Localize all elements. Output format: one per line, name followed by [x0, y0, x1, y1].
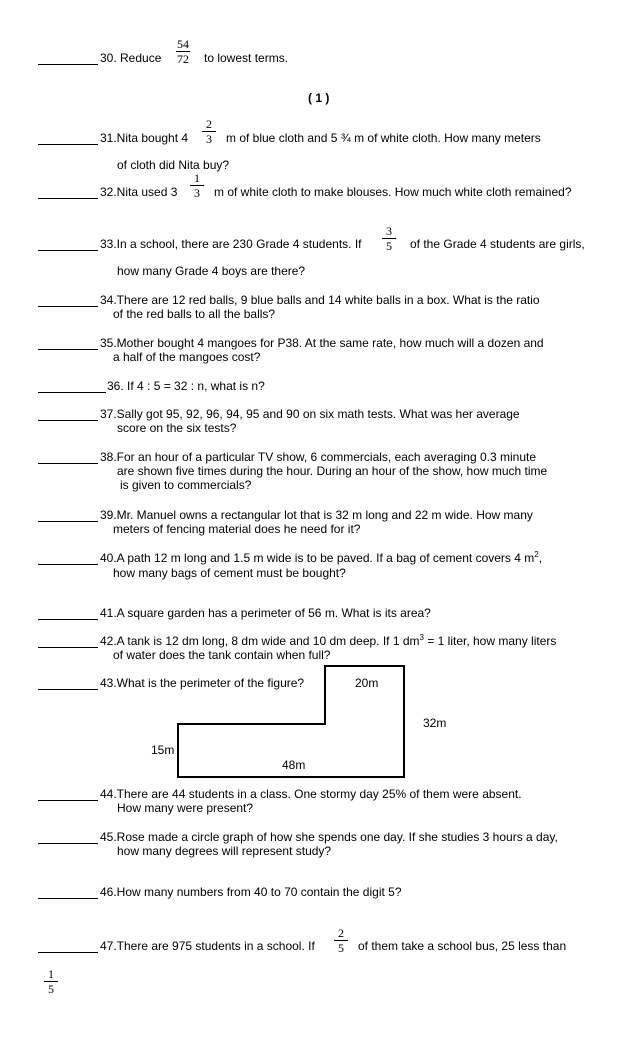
fraction-numerator: 3 — [386, 224, 392, 238]
q40-line1-end: , — [538, 551, 543, 565]
q38-line1: 38.For an hour of a particular TV show, 6 commercials, each averaging 0.3 minute — [100, 450, 537, 464]
answer-blank-30[interactable] — [38, 64, 98, 65]
fraction-denominator: 3 — [194, 186, 200, 200]
q32-text-start: 32.Nita used 3 — [100, 185, 178, 199]
q33-line2: how many Grade 4 boys are there? — [117, 264, 306, 278]
answer-blank-31[interactable] — [38, 144, 98, 145]
q34-line2: of the red balls to all the balls? — [113, 307, 276, 321]
q47-text-start: 47.There are 975 students in a school. If — [100, 939, 315, 953]
label-right-32m: 32m — [423, 716, 447, 730]
q38-line3: is given to commercials? — [120, 478, 252, 492]
q42-line1-text: 42.A tank is 12 dm long, 8 dm wide and 10 dm deep. If 1 dm — [100, 634, 420, 648]
q42-line1 — [100, 634, 556, 648]
q41-line1: 41.A square garden has a perimeter of 56 m. What is its area? — [100, 606, 431, 620]
q30-text-start: 30. Reduce — [100, 51, 162, 65]
label-left-15m: 15m — [151, 743, 175, 757]
q32-fraction — [190, 172, 204, 199]
answer-blank-32[interactable] — [38, 198, 98, 199]
q42-line2: of water does the tank contain when full? — [113, 648, 331, 662]
fraction-denominator: 5 — [386, 239, 392, 253]
q31-text-start: 31.Nita bought 4 — [100, 131, 189, 145]
answer-blank-47[interactable] — [38, 952, 98, 953]
answer-blank-37[interactable] — [38, 420, 98, 421]
answer-blank-39[interactable] — [38, 521, 98, 522]
fraction-numerator: 54 — [177, 37, 189, 51]
answer-blank-35[interactable] — [38, 349, 98, 350]
q33-fraction — [382, 225, 396, 252]
fraction-denominator: 5 — [338, 941, 344, 955]
answer-blank-36[interactable] — [38, 392, 106, 393]
q42-line1-end: = 1 liter, how many liters — [423, 634, 557, 648]
label-bottom-48m: 48m — [282, 758, 306, 772]
q39-line2: meters of fencing material does he need for it? — [113, 522, 361, 536]
q34-line1: 34.There are 12 red balls, 9 blue balls and 14 white balls in a box. What is the ratio — [100, 293, 540, 307]
answer-blank-33[interactable] — [38, 250, 98, 251]
answer-blank-40[interactable] — [38, 564, 98, 565]
q37-line2: score on the six tests? — [117, 421, 237, 435]
q44-line1: 44.There are 44 students in a class. One stormy day 25% of them were absent. — [100, 787, 522, 801]
fraction-numerator: 1 — [48, 967, 54, 981]
q37-line1: 37.Sally got 95, 92, 96, 94, 95 and 90 on six math tests. What was her average — [100, 407, 520, 421]
q45-line1: 45.Rose made a circle graph of how she spends one day. If she studies 3 hours a day, — [100, 830, 558, 844]
q40-line1-text: 40.A path 12 m long and 1.5 m wide is to be paved. If a bag of cement covers 4 m — [100, 551, 535, 565]
q35-line2: a half of the mangoes cost? — [113, 350, 261, 364]
q47-fraction — [334, 927, 348, 954]
q40-line1 — [100, 551, 542, 565]
fraction-numerator: 1 — [194, 171, 200, 185]
label-top-20m: 20m — [355, 676, 379, 690]
q33-text-start: 33.In a school, there are 230 Grade 4 students. If — [100, 237, 362, 251]
answer-blank-41[interactable] — [38, 619, 98, 620]
answer-blank-43[interactable] — [38, 689, 98, 690]
answer-blank-42[interactable] — [38, 647, 98, 648]
fraction-denominator: 3 — [206, 132, 212, 146]
page-number: ( 1 ) — [308, 91, 330, 105]
q43-line1: 43.What is the perimeter of the figure? — [100, 676, 305, 690]
q46-line1: 46.How many numbers from 40 to 70 contain the digit 5? — [100, 885, 402, 899]
fraction-denominator: 5 — [48, 982, 54, 996]
footer-fraction — [44, 968, 58, 995]
answer-blank-45[interactable] — [38, 843, 98, 844]
answer-blank-44[interactable] — [38, 800, 98, 801]
answer-blank-38[interactable] — [38, 463, 98, 464]
q36-line1: 36. If 4 : 5 = 32 : n, what is n? — [107, 379, 265, 393]
q30-fraction — [176, 38, 190, 65]
q39-line1: 39.Mr. Manuel owns a rectangular lot that is 32 m long and 22 m wide. How many — [100, 508, 533, 522]
q31-fraction — [202, 118, 216, 145]
q42-superscript: 3 — [419, 633, 424, 642]
q32-text-end: m of white cloth to make blouses. How much white cloth remained? — [214, 185, 572, 199]
q30-text-end: to lowest terms. — [204, 51, 289, 65]
fraction-denominator: 72 — [177, 52, 189, 66]
q40-superscript: 2 — [534, 550, 539, 559]
q47-text-end: of them take a school bus, 25 less than — [358, 939, 567, 953]
answer-blank-46[interactable] — [38, 898, 98, 899]
q33-text-end: of the Grade 4 students are girls, — [410, 237, 585, 251]
q45-line2: how many degrees will represent study? — [117, 844, 332, 858]
fraction-numerator: 2 — [338, 926, 344, 940]
q40-line2: how many bags of cement must be bought? — [113, 566, 346, 580]
q38-line2: are shown five times during the hour. During an hour of the show, how much time — [117, 464, 548, 478]
q31-text-end: m of blue cloth and 5 ¾ m of white cloth. How many meters — [226, 131, 541, 145]
fraction-numerator: 2 — [206, 117, 212, 131]
q44-line2: How many were present? — [117, 801, 254, 815]
answer-blank-34[interactable] — [38, 306, 98, 307]
q31-line2: of cloth did Nita buy? — [117, 158, 230, 172]
q35-line1: 35.Mother bought 4 mangoes for P38. At the same rate, how much will a dozen and — [100, 336, 544, 350]
